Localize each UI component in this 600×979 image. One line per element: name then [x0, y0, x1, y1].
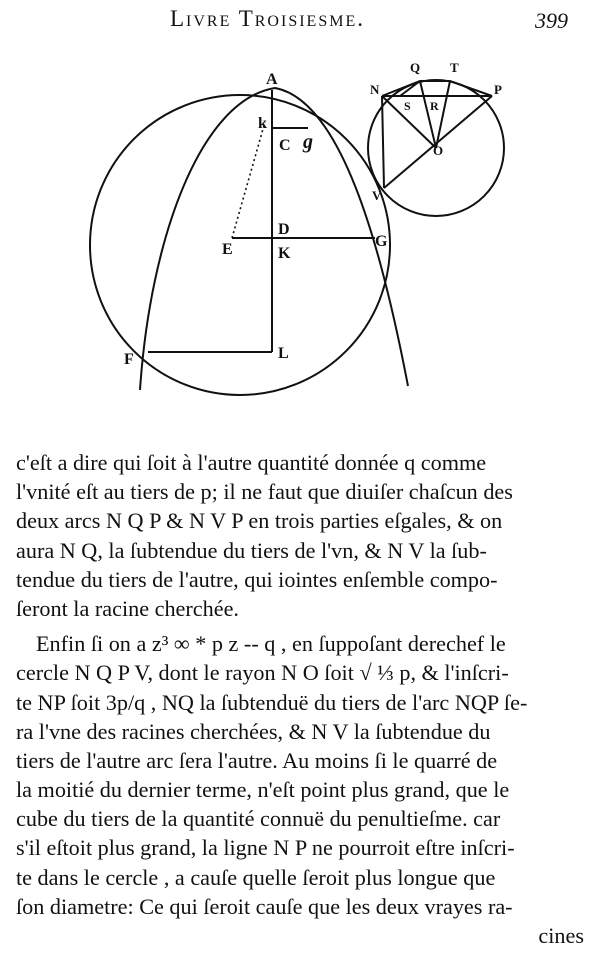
label-k: k [258, 115, 267, 132]
text-line: te dans le cercle , a cauſe quelle ſeroit plus longue que [16, 864, 496, 890]
label-a: A [266, 71, 278, 88]
text-line: ſeront la racine cherchée. [16, 595, 239, 621]
text-line: deux arcs N Q P & N V P en trois parties eſgales, & on [16, 508, 503, 534]
body-text [16, 448, 584, 950]
label-p: P [494, 82, 502, 97]
text-line: cercle N Q P V, dont le rayon N O ſoit √ ⅓ p, & l'inſcri- [16, 660, 509, 686]
line-o-q [420, 81, 436, 148]
text-line: tiers de l'autre arc ſera l'autre. Au moins ſi le quarré de [16, 747, 498, 773]
label-v: V [372, 188, 382, 203]
running-title: Livre Troisiesme. [170, 6, 365, 31]
label-t: T [450, 60, 459, 75]
page-header [0, 4, 600, 40]
geometric-figure [0, 40, 600, 420]
label-g: G [375, 233, 388, 250]
text-line: la moitié du dernier terme, n'eſt point plus grand, que le [16, 777, 510, 803]
line-n-v [382, 96, 384, 188]
label-l: L [278, 345, 289, 362]
text-line: Enfin ſi on a z³ ∞ * p z -- q , en ſuppoſant derechef le [36, 631, 506, 657]
label-g-lower: g [303, 131, 313, 153]
text-line: te NP ſoit 3p/q , NQ la ſubtenduë du tiers de l'arc NQP ſe- [16, 689, 528, 715]
label-k-upper: K [278, 245, 291, 262]
label-q: Q [410, 60, 421, 75]
label-f: F [124, 351, 134, 368]
text-line: ra l'vne des racines cherchées, & N V la ſubtendue du [16, 718, 491, 744]
text-line: l'vnité eſt au tiers de p; il ne faut que diuiſer chaſcun des [16, 479, 513, 505]
label-c: C [279, 137, 291, 154]
page-number: 399 [535, 8, 568, 33]
dotted-line-e-k [232, 122, 265, 238]
text-line: tendue du tiers de l'autre, qui iointes enſemble compo- [16, 566, 498, 592]
label-e: E [222, 241, 233, 258]
label-s: S [404, 99, 411, 113]
label-o: O [433, 143, 444, 158]
text-line: aura N Q, la ſubtendue du tiers de l'vn, & N V la ſub- [16, 537, 487, 563]
text-line: ſon diametre: Ce qui ſeroit cauſe que les deux vrayes ra- [16, 893, 513, 919]
label-d: D [278, 221, 290, 238]
text-line: s'il eſtoit plus grand, la ligne N P ne pourroit eſtre inſcri- [16, 835, 515, 861]
label-r: R [430, 99, 439, 113]
text-line: c'eſt a dire qui ſoit à l'autre quantité donnée q comme [16, 450, 487, 475]
text-line: cube du tiers de la quantité connuë du penultieſme. car [16, 806, 501, 832]
label-n: N [370, 82, 380, 97]
catchword: cines [538, 923, 584, 948]
large-circle [90, 95, 390, 395]
